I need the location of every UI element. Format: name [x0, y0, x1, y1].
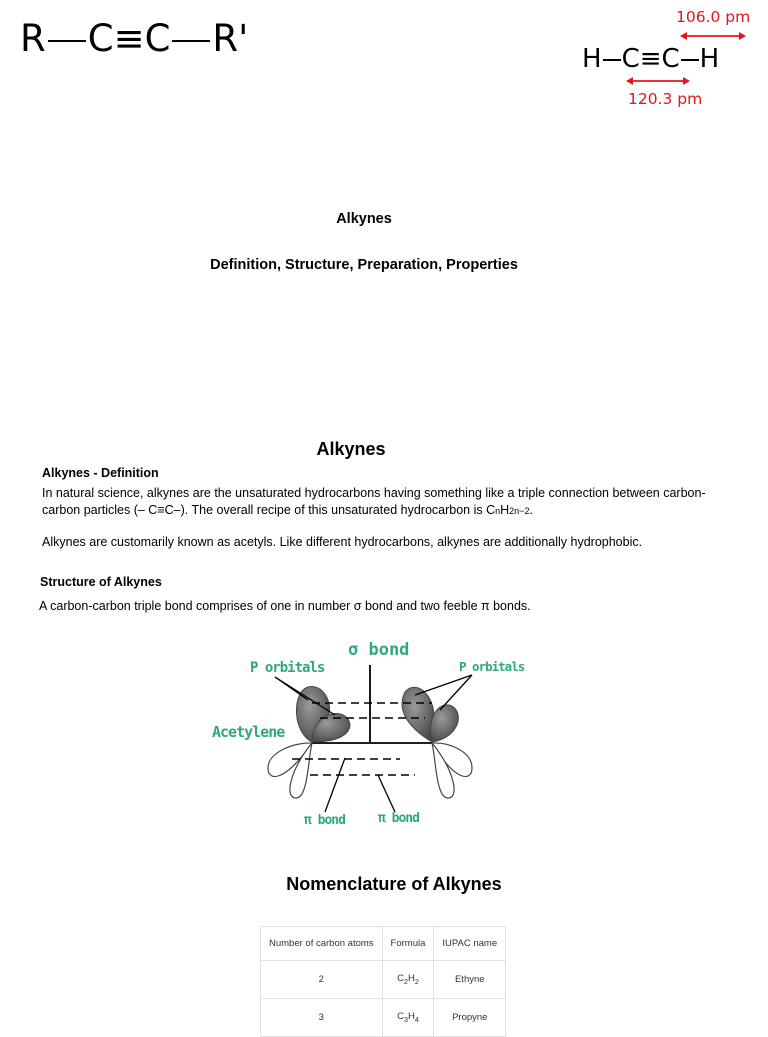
structure-heading: Structure of Alkynes — [40, 575, 162, 589]
definition-heading: Alkynes - Definition — [42, 466, 159, 480]
carbon-count-cell: 3 — [261, 999, 383, 1037]
triple-bond: ≡ — [639, 44, 662, 74]
iupac-name-cell: Propyne — [434, 999, 506, 1037]
cc-bond-length-label: 120.3 pm — [628, 90, 703, 108]
cc-bond-length-arrow — [626, 75, 690, 87]
hydrogen-atom: H — [699, 44, 720, 74]
triple-bond: ≡ — [113, 17, 145, 60]
carbon-atom: C — [87, 17, 114, 60]
pi-bond-right-label: π bond — [378, 811, 419, 826]
p-orbital-lobe — [402, 687, 434, 742]
single-bond — [681, 59, 699, 61]
p-orbitals-left-label: P orbitals — [250, 660, 325, 676]
carbon-count-cell: 2 — [261, 961, 383, 999]
hydrogen-atom: H — [582, 44, 602, 74]
carbon-atom: C — [144, 17, 171, 60]
carbon-atom: C — [621, 44, 640, 74]
carbon-atom: C — [661, 44, 680, 74]
acetylene-label: Acetylene — [212, 723, 285, 741]
column-header: Formula — [382, 927, 434, 961]
acetylene-formula — [582, 43, 719, 75]
r-group-right: R' — [212, 17, 249, 60]
p-orbitals-right-label: P orbitals — [459, 659, 525, 674]
structure-paragraph: A carbon-carbon triple bond comprises of one in number σ bond and two feeble π bonds. — [39, 599, 531, 613]
table-row — [261, 961, 506, 999]
single-bond — [172, 40, 210, 42]
single-bond — [603, 59, 621, 61]
column-header: IUPAC name — [434, 927, 506, 961]
table-header-row — [261, 927, 506, 961]
document-title: Alkynes — [336, 211, 392, 227]
single-bond — [48, 40, 86, 42]
ch-bond-length-label: 106.0 pm — [676, 8, 751, 26]
acetyls-paragraph: Alkynes are customarily known as acetyls. Like different hydrocarbons, alkynes are additionally hydrophobic. — [42, 535, 643, 549]
definition-paragraph: In natural science, alkynes are the unsaturated hydrocarbons having something like a triple connection between carbon-carbon particles (– C≡C–). The overall recipe of this unsaturated hydrocarbon is CnH2n−2. — [42, 486, 706, 517]
document-subtitle: Definition, Structure, Preparation, Properties — [210, 257, 518, 273]
r-group-left: R — [20, 17, 46, 60]
column-header: Number of carbon atoms — [261, 927, 383, 961]
p-orbital-lobe — [430, 705, 458, 742]
formula-cell: $C_3H_4$ — [382, 999, 434, 1037]
pi-bond-left-label: π bond — [304, 813, 345, 828]
iupac-name-cell: Ethyne — [434, 961, 506, 999]
general-alkyne-formula — [20, 14, 248, 64]
section-heading: Alkynes — [316, 439, 386, 459]
table-row — [261, 999, 506, 1037]
nomenclature-table — [260, 926, 506, 1037]
sigma-bond-label: σ bond — [348, 640, 410, 660]
formula-cell: $C_2H_2$ — [382, 961, 434, 999]
nomenclature-heading: Nomenclature of Alkynes — [286, 874, 502, 894]
ch-bond-length-arrow — [680, 30, 746, 42]
